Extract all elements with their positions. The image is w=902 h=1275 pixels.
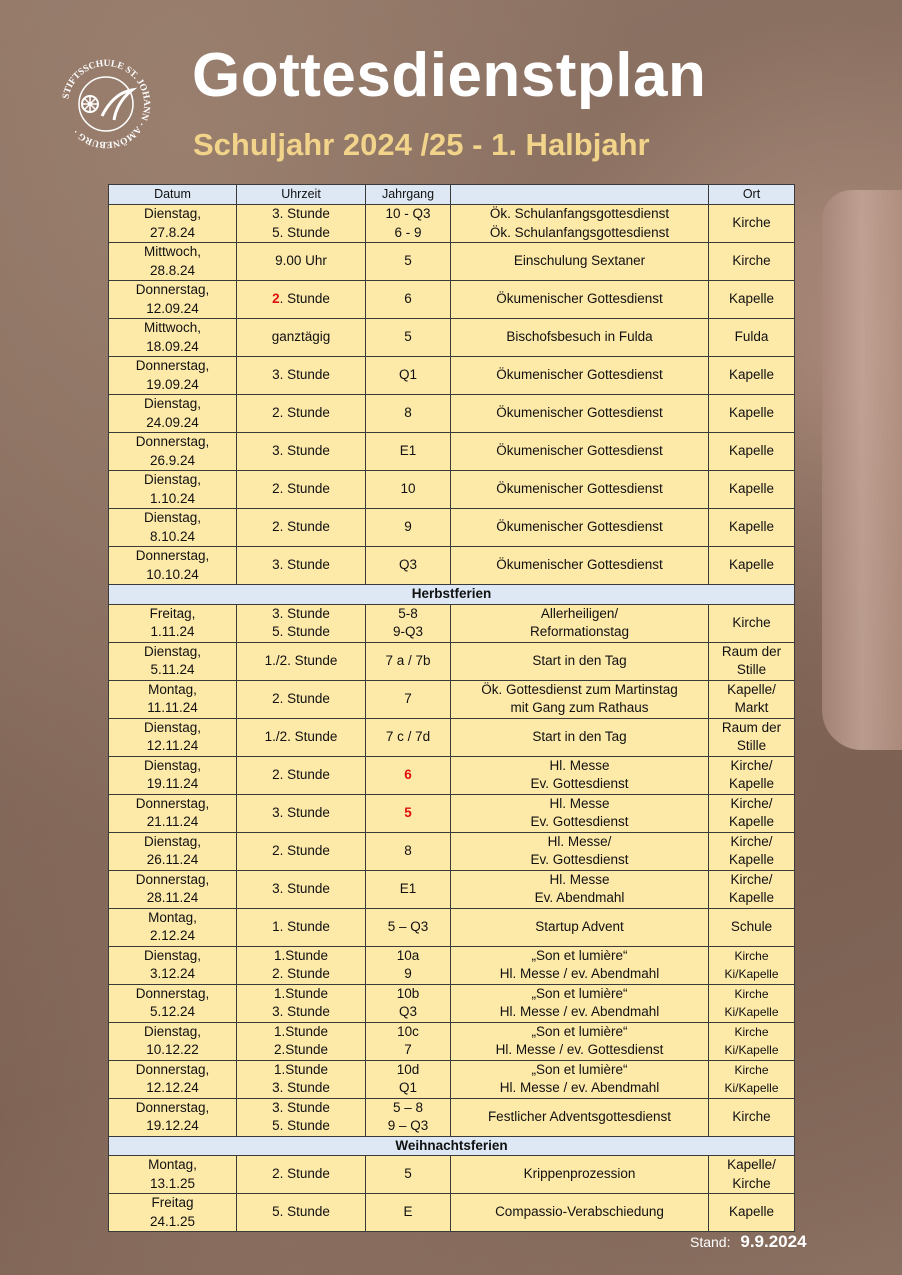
column-header-grade: Jahrgang	[366, 185, 451, 205]
time-cell: 2. Stunde	[237, 395, 366, 433]
place-cell: Kirche Ki/Kapelle	[709, 1060, 795, 1098]
place-cell: Fulda	[709, 319, 795, 357]
time-cell: 1./2. Stunde	[237, 718, 366, 756]
grade-cell: 8	[366, 832, 451, 870]
event-cell: Ökumenischer Gottesdienst	[451, 433, 709, 471]
date-cell: Montag, 2.12.24	[109, 908, 237, 946]
date-cell: Dienstag, 1.10.24	[109, 471, 237, 509]
place-cell: Kirche Ki/Kapelle	[709, 946, 795, 984]
place-cell: Kirche/ Kapelle	[709, 870, 795, 908]
place-cell: Raum der Stille	[709, 642, 795, 680]
schedule-body	[109, 205, 795, 1232]
column-header-time: Uhrzeit	[237, 185, 366, 205]
grade-cell: 9	[366, 509, 451, 547]
event-cell: Ök. Gottesdienst zum Martinstag mit Gang zum Rathaus	[451, 680, 709, 718]
event-cell: Start in den Tag	[451, 642, 709, 680]
event-cell: „Son et lumière“ Hl. Messe / ev. Abendmahl	[451, 984, 709, 1022]
event-cell: Ökumenischer Gottesdienst	[451, 357, 709, 395]
table-row	[109, 281, 795, 319]
time-cell: 2. Stunde	[237, 756, 366, 794]
place-cell: Kapelle	[709, 357, 795, 395]
grade-cell: 8	[366, 395, 451, 433]
time-cell: 1.Stunde 2. Stunde	[237, 946, 366, 984]
column-header-date: Datum	[109, 185, 237, 205]
place-cell: Kapelle	[709, 281, 795, 319]
time-cell: 3. Stunde	[237, 433, 366, 471]
column-header-event	[451, 185, 709, 205]
date-cell: Dienstag, 10.12.22	[109, 1022, 237, 1060]
school-logo	[58, 56, 154, 152]
time-cell: ganztägig	[237, 319, 366, 357]
grade-cell: 5	[366, 243, 451, 281]
event-cell: Krippenprozession	[451, 1156, 709, 1194]
time-cell: 3. Stunde	[237, 794, 366, 832]
place-cell: Kirche	[709, 205, 795, 243]
time-cell: 3. Stunde 5. Stunde	[237, 1098, 366, 1136]
table-row	[109, 680, 795, 718]
place-cell: Kirche Ki/Kapelle	[709, 984, 795, 1022]
table-row	[109, 243, 795, 281]
page-title: Gottesdienstplan	[192, 41, 707, 110]
grade-cell: 7 a / 7b	[366, 642, 451, 680]
date-cell: Mittwoch, 28.8.24	[109, 243, 237, 281]
stand-info	[690, 1232, 807, 1252]
table-row	[109, 1098, 795, 1136]
place-cell: Kirche/ Kapelle	[709, 832, 795, 870]
date-cell: Dienstag, 24.09.24	[109, 395, 237, 433]
grade-cell: 5	[366, 794, 451, 832]
date-cell: Donnerstag, 12.09.24	[109, 281, 237, 319]
place-cell: Kapelle	[709, 509, 795, 547]
date-cell: Mittwoch, 18.09.24	[109, 319, 237, 357]
time-cell: 3. Stunde	[237, 547, 366, 585]
date-cell: Freitag, 1.11.24	[109, 604, 237, 642]
table-row	[109, 1156, 795, 1194]
date-cell: Montag, 11.11.24	[109, 680, 237, 718]
grade-cell: E	[366, 1194, 451, 1232]
table-row	[109, 642, 795, 680]
holiday-label: Weihnachtsferien	[109, 1136, 795, 1156]
place-cell: Kapelle	[709, 395, 795, 433]
time-cell: 2. Stunde	[237, 471, 366, 509]
table-row	[109, 1194, 795, 1232]
holiday-row	[109, 585, 795, 605]
place-cell: Kapelle	[709, 433, 795, 471]
grade-cell: 7	[366, 680, 451, 718]
date-cell: Donnerstag, 19.12.24	[109, 1098, 237, 1136]
event-cell: Startup Advent	[451, 908, 709, 946]
date-cell: Donnerstag, 10.10.24	[109, 547, 237, 585]
date-cell: Donnerstag, 5.12.24	[109, 984, 237, 1022]
date-cell: Dienstag, 12.11.24	[109, 718, 237, 756]
table-row	[109, 547, 795, 585]
time-cell: 2. Stunde	[237, 832, 366, 870]
table-row	[109, 794, 795, 832]
event-cell: Hl. Messe/ Ev. Gottesdienst	[451, 832, 709, 870]
event-cell: Ökumenischer Gottesdienst	[451, 471, 709, 509]
grade-cell: 5	[366, 1156, 451, 1194]
grade-cell: 10b Q3	[366, 984, 451, 1022]
grade-cell: 5 – Q3	[366, 908, 451, 946]
place-cell: Kapelle/ Kirche	[709, 1156, 795, 1194]
table-row	[109, 319, 795, 357]
date-cell: Freitag 24.1.25	[109, 1194, 237, 1232]
event-cell: „Son et lumière“ Hl. Messe / ev. Gottesdienst	[451, 1022, 709, 1060]
grade-cell: 10c 7	[366, 1022, 451, 1060]
stand-date: 9.9.2024	[740, 1232, 807, 1251]
logo-text: STIFTSSCHULE ST. JOHANN · AMÖNEBURG ·	[61, 58, 152, 150]
date-cell: Montag, 13.1.25	[109, 1156, 237, 1194]
date-cell: Dienstag, 19.11.24	[109, 756, 237, 794]
event-cell: Bischofsbesuch in Fulda	[451, 319, 709, 357]
table-row	[109, 433, 795, 471]
place-cell: Kapelle	[709, 1194, 795, 1232]
stand-label: Stand:	[690, 1234, 731, 1250]
time-cell: 1./2. Stunde	[237, 642, 366, 680]
table-row	[109, 908, 795, 946]
place-cell: Raum der Stille	[709, 718, 795, 756]
holiday-row	[109, 1136, 795, 1156]
time-cell: 3. Stunde	[237, 870, 366, 908]
event-cell: Ök. Schulanfangsgottesdienst Ök. Schulanfangsgottesdienst	[451, 205, 709, 243]
time-cell: 1.Stunde 3. Stunde	[237, 984, 366, 1022]
place-cell: Kirche	[709, 1098, 795, 1136]
date-cell: Dienstag, 5.11.24	[109, 642, 237, 680]
table-row	[109, 832, 795, 870]
holiday-label: Herbstferien	[109, 585, 795, 605]
date-cell: Donnerstag, 21.11.24	[109, 794, 237, 832]
table-row	[109, 870, 795, 908]
place-cell: Kapelle/ Markt	[709, 680, 795, 718]
table-row	[109, 718, 795, 756]
table-row	[109, 1022, 795, 1060]
place-cell: Kirche	[709, 243, 795, 281]
grade-cell: 6	[366, 281, 451, 319]
date-cell: Donnerstag, 19.09.24	[109, 357, 237, 395]
event-cell: „Son et lumière“ Hl. Messe / ev. Abendmahl	[451, 946, 709, 984]
table-row	[109, 205, 795, 243]
time-cell: 5. Stunde	[237, 1194, 366, 1232]
grade-cell: 10a 9	[366, 946, 451, 984]
time-cell: 3. Stunde 5. Stunde	[237, 604, 366, 642]
table-row	[109, 604, 795, 642]
grade-cell: 5	[366, 319, 451, 357]
date-cell: Donnerstag, 26.9.24	[109, 433, 237, 471]
date-cell: Dienstag, 27.8.24	[109, 205, 237, 243]
place-cell: Schule	[709, 908, 795, 946]
table-row	[109, 395, 795, 433]
time-cell: 1.Stunde 3. Stunde	[237, 1060, 366, 1098]
date-cell: Dienstag, 3.12.24	[109, 946, 237, 984]
place-cell: Kirche/ Kapelle	[709, 756, 795, 794]
grade-cell: 10	[366, 471, 451, 509]
time-cell: 1. Stunde	[237, 908, 366, 946]
table-row	[109, 357, 795, 395]
place-cell: Kirche	[709, 604, 795, 642]
grade-cell: 6	[366, 756, 451, 794]
time-cell: 3. Stunde 5. Stunde	[237, 205, 366, 243]
event-cell: Allerheiligen/ Reformationstag	[451, 604, 709, 642]
event-cell: Start in den Tag	[451, 718, 709, 756]
column-header-place: Ort	[709, 185, 795, 205]
grade-cell: E1	[366, 433, 451, 471]
page-subtitle: Schuljahr 2024 /25 - 1. Halbjahr	[193, 127, 650, 162]
event-cell: Einschulung Sextaner	[451, 243, 709, 281]
time-cell: 1.Stunde 2.Stunde	[237, 1022, 366, 1060]
time-cell: 3. Stunde	[237, 357, 366, 395]
event-cell: „Son et lumière“ Hl. Messe / ev. Abendmahl	[451, 1060, 709, 1098]
event-cell: Ökumenischer Gottesdienst	[451, 509, 709, 547]
table-row	[109, 756, 795, 794]
table-row	[109, 471, 795, 509]
place-cell: Kirche/ Kapelle	[709, 794, 795, 832]
date-cell: Donnerstag, 12.12.24	[109, 1060, 237, 1098]
background-stone	[822, 190, 902, 750]
time-cell: 2. Stunde	[237, 680, 366, 718]
time-cell: 2. Stunde	[237, 509, 366, 547]
time-cell: 9.00 Uhr	[237, 243, 366, 281]
grade-cell: 10d Q1	[366, 1060, 451, 1098]
event-cell: Ökumenischer Gottesdienst	[451, 281, 709, 319]
date-cell: Donnerstag, 28.11.24	[109, 870, 237, 908]
table-row	[109, 946, 795, 984]
event-cell: Ökumenischer Gottesdienst	[451, 547, 709, 585]
grade-cell: 5-8 9-Q3	[366, 604, 451, 642]
place-cell: Kirche Ki/Kapelle	[709, 1022, 795, 1060]
event-cell: Ökumenischer Gottesdienst	[451, 395, 709, 433]
grade-cell: E1	[366, 870, 451, 908]
table-row	[109, 1060, 795, 1098]
event-cell: Hl. Messe Ev. Abendmahl	[451, 870, 709, 908]
place-cell: Kapelle	[709, 471, 795, 509]
schedule-table	[108, 184, 795, 1232]
time-cell: 2. Stunde	[237, 1156, 366, 1194]
table-header-row	[109, 185, 795, 205]
grade-cell: Q3	[366, 547, 451, 585]
time-cell: 2. Stunde	[237, 281, 366, 319]
svg-text:STIFTSSCHULE ST. JOHANN · AMÖN	[61, 59, 151, 149]
grade-cell: 5 – 8 9 – Q3	[366, 1098, 451, 1136]
grade-cell: 7 c / 7d	[366, 718, 451, 756]
event-cell: Hl. Messe Ev. Gottesdienst	[451, 794, 709, 832]
table-row	[109, 509, 795, 547]
event-cell: Hl. Messe Ev. Gottesdienst	[451, 756, 709, 794]
grade-cell: Q1	[366, 357, 451, 395]
date-cell: Dienstag, 26.11.24	[109, 832, 237, 870]
event-cell: Compassio-Verabschiedung	[451, 1194, 709, 1232]
table-row	[109, 984, 795, 1022]
date-cell: Dienstag, 8.10.24	[109, 509, 237, 547]
place-cell: Kapelle	[709, 547, 795, 585]
event-cell: Festlicher Adventsgottesdienst	[451, 1098, 709, 1136]
grade-cell: 10 - Q3 6 - 9	[366, 205, 451, 243]
